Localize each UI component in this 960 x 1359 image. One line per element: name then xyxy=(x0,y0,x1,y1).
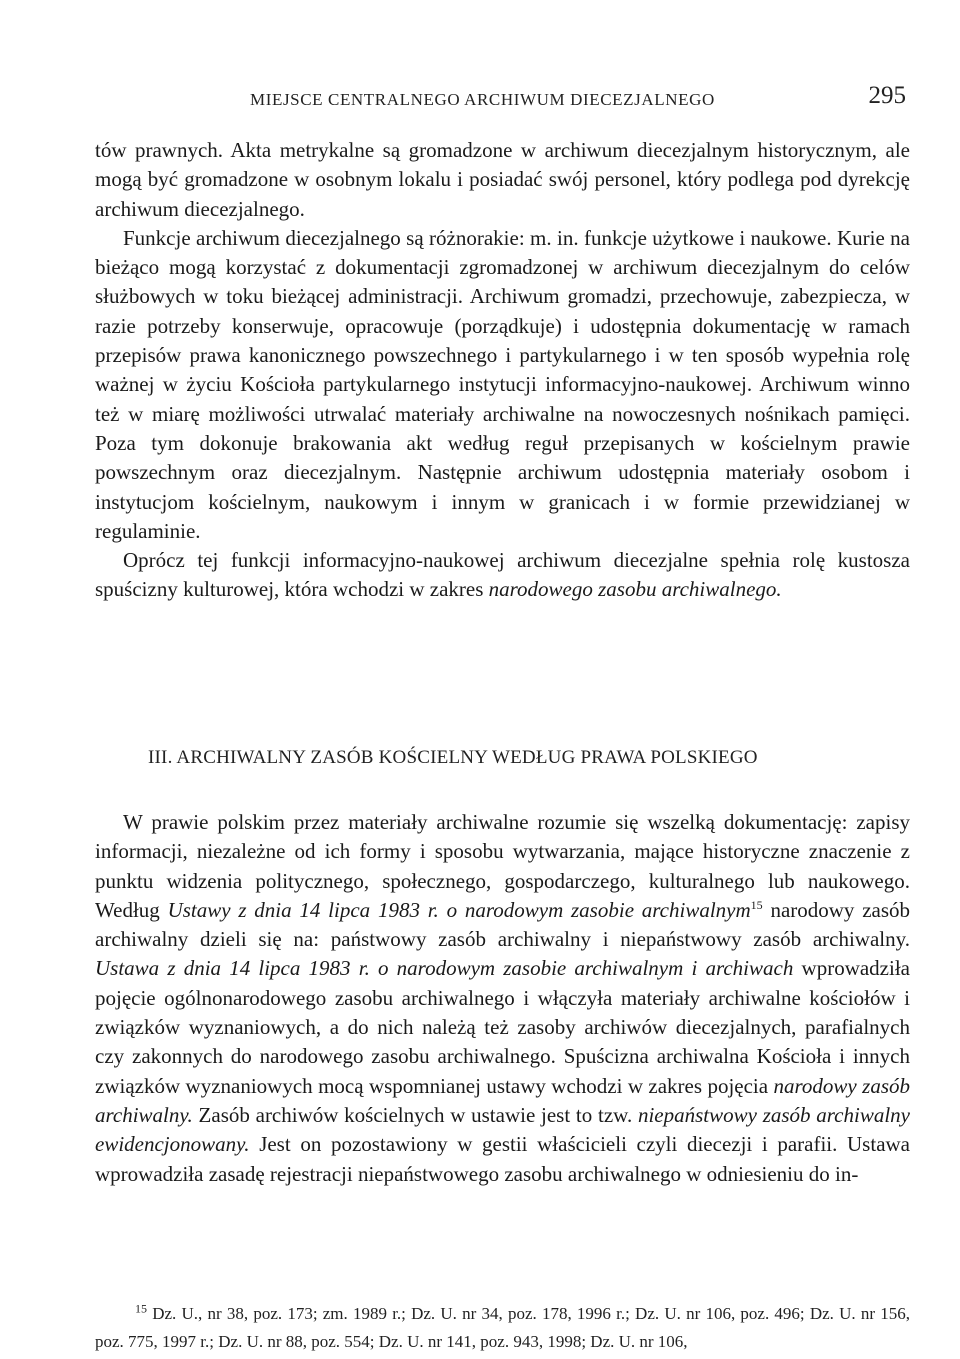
footnote-15 xyxy=(95,1300,910,1356)
body-text-upper xyxy=(95,136,910,605)
footnote-ref: 15 xyxy=(750,897,763,912)
term-national-resource: narodowy zasób archiwalny. xyxy=(95,1073,910,1127)
text-segment: W prawie polskim przez materiały archiwalne rozumie się wszelką dokumentację: zapisy informacji, niezależne od ich formy i sposobu wytwarzania, mające historyczne znaczenie z punktu widzenia politycznego, społecznego, gospodarczego, kulturalnego lub naukowego. Według xyxy=(95,810,910,922)
paragraph-continuation: tów prawnych. Akta metrykalne są gromadzone w archiwum diecezjalnym historycznym, ale mogą być gromadzone w osobnym lokalu i posiadać swój personel, który podlega pod dyrekcję archiwum diecezjalnego. xyxy=(95,138,910,221)
paragraph-polish-law xyxy=(95,808,910,1189)
footnotes xyxy=(95,1300,910,1356)
footnote-number: 15 xyxy=(135,1301,147,1316)
text-segment: Jest on pozostawiony w gestii właścicieli czyli diecezji i parafii. Ustawa wprowadziła zasadę rejestracji niepaństwowego zasobu archiwalnego w odniesieniu do in- xyxy=(95,1132,910,1186)
paragraph-functions: Funkcje archiwum diecezjalnego są różnorakie: m. in. funkcje użytkowe i naukowe. Kurie na bieżąco mogą korzystać z dokumentacji zgromadzonej w archiwum diecezjalnym do celów służbowych w toku bieżącej administracji. Archiwum gromadzi, przechowuje, zabezpiecza, w razie potrzeby konserwuje, opracowuje (porządkuje) i udostępnia dokumentację w ramach przepisów prawa kanonicznego powszechnego i partykularnego i w ten sposób wypełnia rolę ważnej w życiu Kościoła partykularnego instytucji informacyjno-naukowej. Archiwum winno też w miarę możliwości utrwalać materiały archiwalne na nowoczesnych nośnikach pamięci. Poza tym dokonuje brakowania akt według reguł przepisanych w kościelnym prawie powszechnym oraz diecezjalnym. Następnie archiwum udostępnia materiały osobom i instytucjom kościelnym, naukowym i innym w granicach i w formie przewidzianej w regulaminie. xyxy=(95,225,910,543)
term-non-state-resource: niepaństwowy zasób archiwalny ewidencjonowany. xyxy=(95,1102,910,1157)
paragraph-custodian xyxy=(95,546,910,605)
section-heading: III. ARCHIWALNY ZASÓB KOŚCIELNY WEDŁUG PRAWA POLSKIEGO xyxy=(148,747,758,768)
running-head: MIEJSCE CENTRALNEGO ARCHIWUM DIECEZJALNEGO xyxy=(250,90,715,109)
law-title-1983: Ustawy z dnia 14 lipca 1983 r. o narodowym zasobie archiwalnym xyxy=(167,897,751,922)
text-segment: Zasób archiwów kościelnych w ustawie jest to tzw. xyxy=(192,1102,638,1127)
text-segment: wprowadziła pojęcie ogólnonarodowego zasobu archiwalnego i włączyła materiały archiwalne kościołów i związków wyznaniowych, a do nich należą też zasoby archiwów diecezjalnych, parafialnych czy zakonnych do narodowego zasobu archiwalnego. Spuścizna archiwalna Kościoła i innych związków wyznaniowych mocą wspomnianej ustawy wchodzi w zakres pojęcia xyxy=(95,956,910,1098)
body-text-lower xyxy=(95,808,910,1189)
page-number: 295 xyxy=(868,82,906,109)
footnote-text: Dz. U., nr 38, poz. 173; zm. 1989 r.; Dz. U. nr 34, poz. 178, 1996 r.; Dz. U. nr 106, poz. 496; Dz. U. nr 156, poz. 775, 1997 r.; Dz. U. nr 88, poz. 554; Dz. U. nr 141, poz. 943, 1998; Dz. U. nr 106, xyxy=(95,1304,910,1351)
paragraph-custodian-text: Oprócz tej funkcji informacyjno-naukowej archiwum diecezjalne spełnia rolę kustosza spuścizny kulturowej, która wchodzi w zakres xyxy=(95,548,910,602)
page-header xyxy=(95,84,910,116)
text-segment: narodowy zasób archiwalny dzieli się na: państwowy zasób archiwalny i niepaństwowy zasób archiwalny. xyxy=(95,897,911,952)
paragraph-custodian-italic: narodowego zasobu archiwalnego. xyxy=(488,577,782,602)
law-title-archives: Ustawa z dnia 14 lipca 1983 r. o narodowym zasobie archiwalnym i archiwach xyxy=(95,956,794,981)
